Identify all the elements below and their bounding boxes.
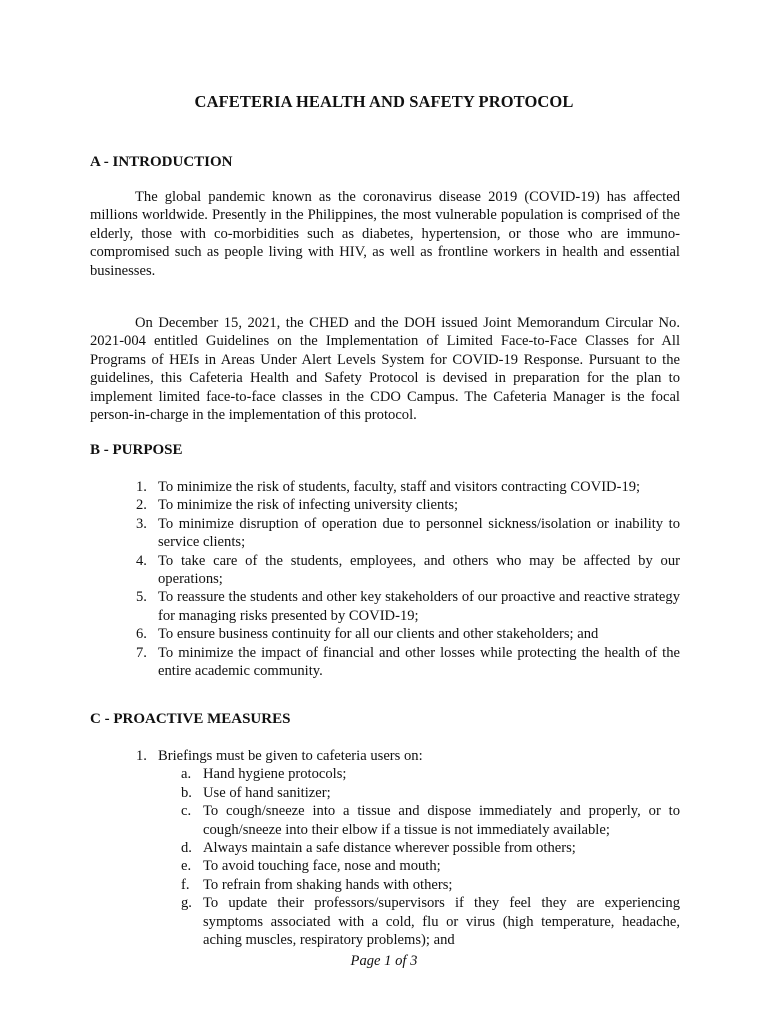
list-item-text: To ensure business continuity for all our clients and other stakeholders; and [158,626,599,643]
list-item [90,478,680,496]
sublist-letter: d. [181,840,192,857]
sublist-item-text: To avoid touching face, nose and mouth; [203,858,441,875]
sublist-item [158,876,680,894]
list-item-text: Briefings must be given to cafeteria users on: [158,748,423,764]
document-title: CAFETERIA HEALTH AND SAFETY PROTOCOL [194,92,574,111]
list-item [90,496,680,514]
list-item-text: To minimize the risk of students, faculty, staff and visitors contracting COVID-19; [158,479,641,495]
sublist-item-text: To cough/sneeze into a tissue and dispose immediately and properly, or to cough/sneeze into their elbow if a tissue is not immediately available; [203,803,680,838]
list-item [90,747,680,949]
list-item-text: To reassure the students and other key stakeholders of our proactive and reactive strategy for managing risks presented by COVID-19; [158,589,680,624]
sublist-item-text: Hand hygiene protocols; [203,766,347,783]
list-number: 6. [136,626,147,643]
list-item-text: To take care of the students, employees, and others who may be affected by our operations; [158,552,680,588]
list-item [90,644,680,681]
sublist-letter: e. [181,858,192,875]
briefing-sublist [158,765,680,949]
list-number: 4. [136,552,147,569]
list-number: 3. [136,515,147,532]
list-item [90,625,680,643]
sublist-item-text: To refrain from shaking hands with others; [203,876,453,893]
sublist-item [158,765,680,783]
list-item-text: To minimize disruption of operation due to personnel sickness/isolation or inability to service clients; [158,515,680,551]
list-number: 1. [136,479,147,495]
list-number: 5. [136,589,147,606]
sublist-item [158,802,680,839]
proactive-measures-list [90,747,680,949]
sublist-letter: a. [181,766,192,783]
sublist-item-text: Always maintain a safe distance wherever possible from others; [203,840,576,857]
list-item [90,552,680,589]
sublist-item-text: To update their professors/supervisors if they feel they are experiencing symptoms associated with a cold, flu or virus (high temperature, headache, aching muscles, respiratory problems); and [203,895,680,949]
list-item-text: To minimize the impact of financial and other losses while protecting the health of the entire academic community. [158,644,680,680]
introduction-paragraph-2: On December 15, 2021, the CHED and the DOH issued Joint Memorandum Circular No. 2021-004 entitled Guidelines on the Implementation of Limited Face-to-Face Classes for All Programs of HEIs in Areas Under Alert Levels System for COVID-19 Response. Pursuant to the guidelines, this Cafeteria Health and Safety Protocol is devised in preparation for the plan to implement limited face-to-face classes in the CDO Campus. The Cafeteria Manager is the focal person-in-charge in the implementation of this protocol. [90,315,680,424]
sublist-item [158,839,680,857]
sublist-letter: b. [181,784,192,801]
list-number: 7. [136,644,147,661]
list-number: 2. [136,497,147,514]
list-item-text: To minimize the risk of infecting university clients; [158,497,459,514]
sublist-item-text: Use of hand sanitizer; [203,784,331,801]
sublist-letter: f. [181,876,190,893]
sublist-letter: g. [181,895,192,912]
list-number: 1. [136,748,147,764]
sublist-item [158,784,680,802]
list-item [90,588,680,625]
purpose-list [90,478,680,680]
sublist-item [158,894,680,949]
section-heading-purpose: B - PURPOSE [90,442,183,458]
section-heading-proactive-measures: C - PROACTIVE MEASURES [90,711,291,727]
page-footer: Page 1 of 3 [350,953,418,969]
section-heading-introduction: A - INTRODUCTION [90,154,233,170]
introduction-paragraph-1: The global pandemic known as the coronavirus disease 2019 (COVID-19) has affected millions worldwide. Presently in the Philippines, the most vulnerable population is comprised of the elderly, those with co-morbidities such as diabetes, hypertension, or those who are immuno-compromised such as people living with HIV, as well as frontline workers in health and essential businesses. [90,189,680,279]
sublist-letter: c. [181,803,192,820]
list-item [90,515,680,552]
sublist-item [158,857,680,875]
